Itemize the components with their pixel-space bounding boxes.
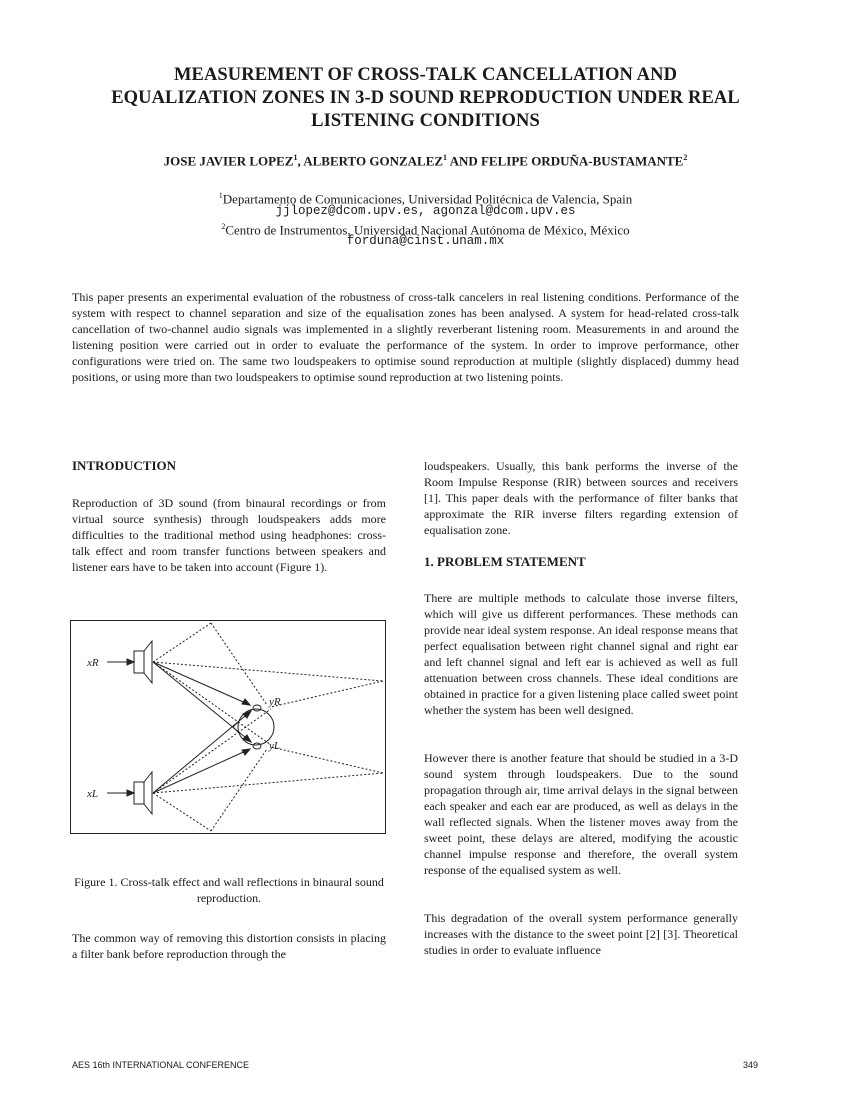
speaker-right-cone [144,641,152,683]
section-heading-introduction: INTRODUCTION [72,458,177,473]
author-affil-mark: 2 [683,153,688,162]
author-name: , ALBERTO GONZALEZ [297,153,444,169]
figure-1 [70,620,386,834]
affil-mark: 1 [218,191,223,200]
affiliation-text: Centro de Instrumentos, Universidad Nacional Autónoma de México, México [225,222,630,238]
label-yl: yL [269,740,280,752]
title-line: EQUALIZATION ZONES IN 3-D SOUND REPRODUCTION UNDER REAL [111,88,740,108]
problem-paragraph-2: However there is another feature that should be studied in a 3-D sound system through loudspeakers. Due to the sound propagation through air, time arrival delays in the signal between each speaker and each ear are produced, as well as delays in the wall reflected signals. When the listener moves away from the sweet point, these delays are altered, modifying the acoustic channel impulse response and therefore, the overall system response of the equalised system as well. [424,751,738,877]
label-xr: xR [87,657,99,669]
intro-paragraph: Reproduction of 3D sound (from binaural recordings or from virtual source synthesis) through loudspeakers adds more difficulties to the traditional method using headphones: cross-talk effect and room transfer functions between speakers and listener ears have to be taken into account (Figure 1). [72,496,386,574]
affiliation-1-email: jjlopez@dcom.upv.es, agonzal@dcom.upv.es [275,204,576,218]
cross-talk-diagram [71,621,385,833]
author-affil-mark: 1 [293,153,298,162]
section-heading-problem-statement: 1. PROBLEM STATEMENT [424,554,586,569]
title-line: MEASUREMENT OF CROSS-TALK CANCELLATION AND [173,65,678,85]
footer-conference: AES 16th INTERNATIONAL CONFERENCE [72,1060,250,1070]
label-xl: xL [87,788,98,800]
problem-paragraph-3: This degradation of the overall system performance generally increases with the distance to the sweet point [2] [3]. Theoretical studies in order to evaluate influence [424,911,738,957]
affiliation-text: Departamento de Comunicaciones, Universidad Politécnica de Valencia, Spain [222,191,633,207]
right-paragraph-0: loudspeakers. Usually, this bank performs the inverse of the Room Impulse Response (RIR) between sources and receivers [1]. This paper deals with the performance of filter banks that approximate the RIR inverse filters regarding extension of equalisation zone. [424,459,738,537]
author-affil-mark: 1 [443,153,448,162]
speaker-left-cone [144,772,152,814]
speaker-left-icon [134,782,144,804]
figure-caption: Figure 1. Cross-talk effect and wall reflections in binaural sound reproduction. [74,875,384,905]
author-name: JOSE JAVIER LOPEZ [163,153,294,169]
paper-title [60,64,791,133]
abstract: This paper presents an experimental evaluation of the robustness of cross-talk cancelers in real listening conditions. Performance of the system with respect to channel separation and size of the equalisation zones has been analysed. A system for head-related cross-talk cancellation of two-channel audio signals was implemented in a slightly reverberant listening room. Measurements in and around the listening position were carried out in order to evaluate the performance of the system. In order to improve performance, other configurations were tried on. The same two loudspeakers to optimise sound reproduction at multiple (slightly displaced) dummy head positions, or using more than two loudspeakers to optimise sound reproduction at two listening points. [72,290,739,384]
speaker-right-icon [134,651,144,673]
author-line [60,153,791,169]
ear-left [253,743,261,749]
affiliation-2-email: forduna@cinst.unam.mx [346,234,505,248]
affil-mark: 2 [221,222,226,231]
author-name: AND FELIPE ORDUÑA-BUSTAMANTE [447,153,684,169]
page-number: 349 [743,1060,759,1070]
title-line: LISTENING CONDITIONS [311,111,540,131]
ear-right [253,705,261,711]
problem-paragraph-1: There are multiple methods to calculate those inverse filters, which will give us different performances. These methods can provide near ideal system response. An ideal response means that perfect equalisation between right channel signal and right ear and left channel signal and left ear is achieved as well as full attenuation between cross channels. These ideal conditions are obtained in practice for a given listening place called sweet point whether the system has been well designed. [424,591,738,717]
intro-paragraph-2: The common way of removing this distortion consists in placing a filter bank before reproduction through the [72,931,386,961]
label-yr: yR [269,696,281,708]
